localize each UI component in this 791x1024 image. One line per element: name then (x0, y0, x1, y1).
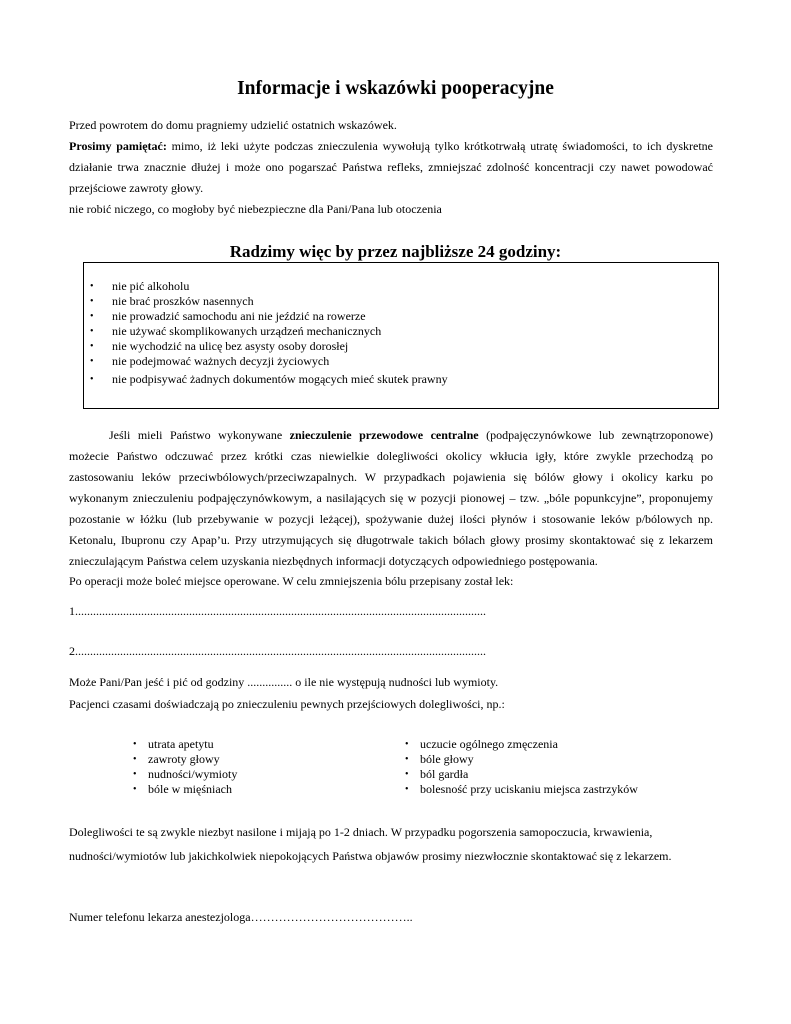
closing-line-1: Dolegliwości te są zwykle niezbyt nasilone i mijają po 1-2 dniach. W przypadku pogorszenia samopoczucia, krwawienia, (69, 825, 653, 839)
spinal-text-2: możecie Państwo odczuwać przez krótki czas niewielkie dolegliwości okolicy wkłucia igły, które zwykle przechodzą po (69, 449, 713, 463)
list-item (405, 782, 638, 797)
symptoms-right-list (405, 737, 638, 797)
spinal-text-5: pozostanie w łóżku (lub przebywanie w pozycji leżącej), spożywanie dużej ilości płynów i stosowanie leków p/bólowych np. (69, 512, 713, 526)
bullet-icon: • (90, 356, 94, 367)
symptom-text: zawroty głowy (148, 752, 220, 766)
list-item (84, 372, 448, 387)
advice-heading: Radzimy więc by przez najbliższe 24 godziny: (229, 242, 562, 261)
spinal-line-1 (109, 428, 713, 443)
remember-label: Prosimy pamiętać: (69, 139, 167, 153)
advice-list (84, 279, 448, 387)
bullet-icon: • (90, 281, 94, 292)
bullet-icon: • (405, 769, 409, 780)
remember-text-2: działanie trwa znacznie dłużej i może ono pogarszać Państwa refleks, zmniejszać zdolność koncentracji czy nawet powodować (69, 160, 713, 174)
list-item (405, 737, 638, 752)
symptoms-intro: Pacjenci czasami doświadczają po znieczuleniu pewnych przejściowych dolegliwości, np.: (69, 697, 505, 711)
symptom-text: utrata apetytu (148, 737, 214, 751)
symptom-text: bóle w mięśniach (148, 782, 232, 796)
spinal-line-6 (69, 533, 713, 548)
symptom-text: uczucie ogólnego zmęczenia (420, 737, 558, 751)
eating-line: Może Pani/Pan jeść i pić od godziny ............... o ile nie występują nudności lub wymioty. (69, 675, 499, 689)
list-item (405, 767, 638, 782)
symptom-text: nudności/wymioty (148, 767, 238, 781)
spinal-line-7: znieczulającym Państwa celem uzyskania niezbędnych informacji dotyczących odpowiedniego postępowania. (69, 554, 598, 568)
list-item (84, 354, 448, 369)
spinal-line-2 (69, 449, 713, 464)
intro-line: Przed powrotem do domu pragniemy udzielić ostatnich wskazówek. (69, 118, 397, 132)
bullet-icon: • (405, 784, 409, 795)
spinal-line-8: Po operacji może boleć miejsce operowane. W celu zmniejszenia bólu przepisany został lek: (69, 574, 514, 588)
spinal-text-6: Ketonalu, Ibupronu czy Apap’u. Przy utrzymujących się długotrwale takich bólach głowy prosimy skontaktować się z lekarzem (69, 533, 713, 547)
list-item (84, 339, 448, 354)
symptom-text: bolesność przy uciskaniu miejsca zastrzyków (420, 782, 638, 796)
symptom-text: ból gardła (420, 767, 469, 781)
remember-text-1: mimo, iż leki użyte podczas znieczulenia wywołują tylko krótkotrwałą utratę świadomości, to ich dyskretne (171, 139, 713, 153)
page-title: Informacje i wskazówki pooperacyjne (237, 78, 554, 99)
bullet-icon: • (405, 739, 409, 750)
list-item (133, 737, 237, 752)
spinal-text-3: zastosowaniu leków przeciwbólowych/przeciwzapalnych. W przypadkach pojawienia się bólów głowy i okolicy karku po (69, 470, 713, 484)
list-item (133, 782, 237, 797)
medication-line-2[interactable]: 2......................................................................................................................................... (69, 644, 486, 658)
remember-line-2 (69, 160, 713, 175)
bullet-icon: • (90, 326, 94, 337)
advice-item-text: nie podejmować ważnych decyzji życiowych (112, 354, 330, 368)
spinal-text-4: wykonanym znieczuleniu podpajęczynówkowym, a nasilających się w pozycji pionowej – tzw. „bóle popunkcyjne”, proponujemy (69, 491, 713, 505)
bullet-icon: • (90, 296, 94, 307)
phone-line[interactable]: Numer telefonu lekarza anestezjologa………………………………….. (69, 910, 413, 924)
list-item (133, 752, 237, 767)
advice-item-text: nie podpisywać żadnych dokumentów mogących mieć skutek prawny (112, 372, 448, 386)
list-item (133, 767, 237, 782)
spinal-bold-term: znieczulenie przewodowe centralne (289, 428, 479, 442)
list-item (84, 294, 448, 309)
bullet-icon: • (133, 754, 137, 765)
spinal-text-end: (podpajęczynówkowe lub zewnątrzoponowe) (486, 428, 714, 442)
spinal-line-3 (69, 470, 713, 485)
advice-box (83, 262, 719, 409)
advice-item-text: nie brać proszków nasennych (112, 294, 254, 308)
bullet-icon: • (133, 739, 137, 750)
bullet-icon: • (90, 374, 94, 385)
bullet-icon: • (133, 769, 137, 780)
remember-line-3: przejściowe zawroty głowy. (69, 181, 204, 195)
remember-line-1 (69, 139, 713, 154)
list-item (84, 279, 448, 294)
spinal-line-5 (69, 512, 713, 527)
closing-line-2: nudności/wymiotów lub jakichkolwiek niepokojących Państwa objawów prosimy niezwłocznie skontaktować się z lekarzem. (69, 849, 672, 863)
list-item (84, 324, 448, 339)
medication-line-1[interactable]: 1......................................................................................................................................... (69, 604, 486, 618)
bullet-icon: • (133, 784, 137, 795)
advice-item-text: nie prowadzić samochodu ani nie jeździć na rowerze (112, 309, 366, 323)
advice-item-text: nie pić alkoholu (112, 279, 190, 293)
bullet-icon: • (405, 754, 409, 765)
symptoms-left-column (133, 737, 237, 797)
symptoms-left-list (133, 737, 237, 797)
bullet-icon: • (90, 311, 94, 322)
advice-item-text: nie wychodzić na ulicę bez asysty osoby dorosłej (112, 339, 349, 353)
symptom-text: bóle głowy (420, 752, 474, 766)
list-item (84, 309, 448, 324)
spinal-line-4 (69, 491, 713, 506)
symptoms-right-column (405, 737, 638, 797)
bullet-icon: • (90, 341, 94, 352)
spinal-text-start: Jeśli mieli Państwo wykonywane (109, 428, 283, 442)
list-item (405, 752, 638, 767)
advice-item-text: nie używać skomplikowanych urządzeń mechanicznych (112, 324, 382, 338)
danger-line: nie robić niczego, co mogłoby być niebezpieczne dla Pani/Pana lub otoczenia (69, 202, 442, 216)
